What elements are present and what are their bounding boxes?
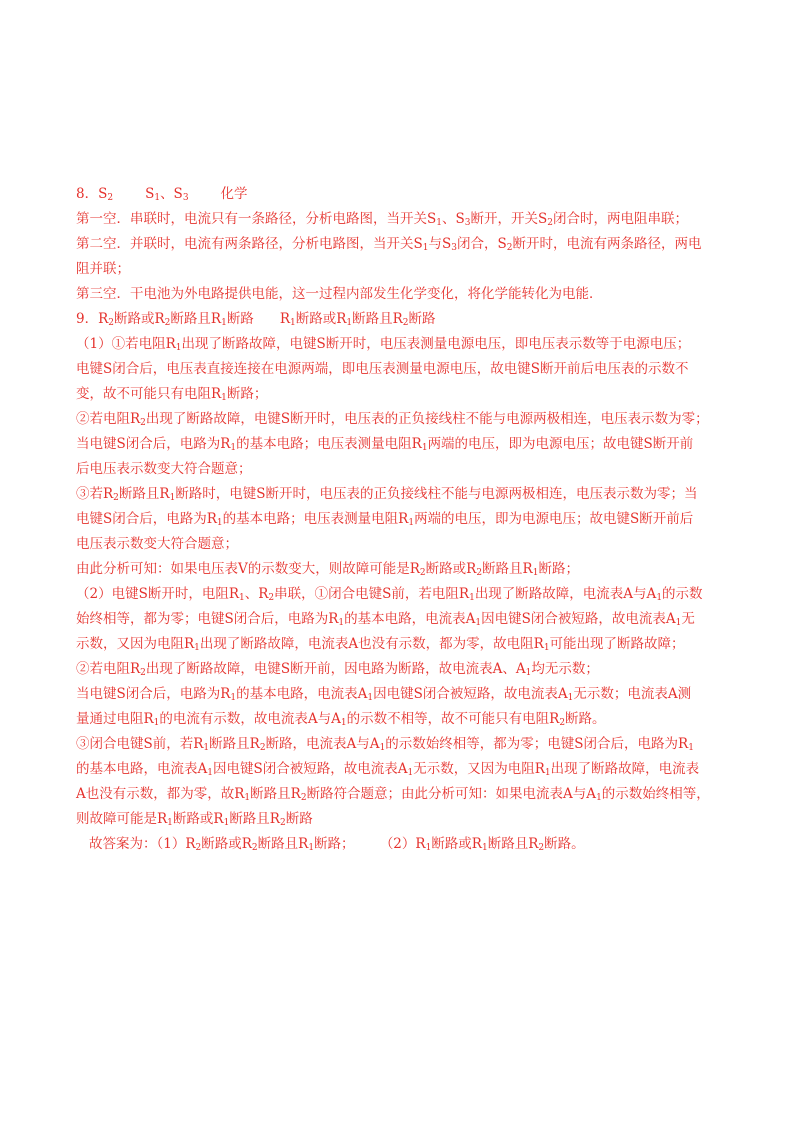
q9-line-11: （2）电键S断开时，电阻$R_1$、$R_2$串联，①闭合电键S前，若电阻$R_1$出现了断路故障，电流表A与$A_1$的示数 (76, 586, 703, 603)
q9-line-2: 电键S闭合后，电压表直接连接在电源两端，即电压表测量电源电压，故电键S断开前后电压表的示数不 (76, 361, 689, 377)
q9-line-12: 始终相等，都为零；电键S闭合后，电路为$R_1$的基本电路，电流表$A_1$因电键S闭合被短路，故电流表$A_1$无 (76, 611, 695, 628)
q9-line-16: 量通过电阻$R_1$的电流有示数，故电流表A与$A_1$的示数不相等，故不可能只有电阻$R_2$断路。 (76, 711, 606, 728)
q9-line-10: 由此分析可知：如果电压表V的示数变大，则故障可能是$R_2$断路或$R_2$断路且$R_1$断路； (76, 561, 579, 578)
q8-line-2: 第二空．并联时，电流有两条路径，分析电路图，当开关$S_1$与$S_3$闭合，$S_2$断开时，电流有两条路径，两电 (76, 236, 702, 253)
q9-line-6: 后电压表示数变大符合题意； (76, 461, 252, 477)
q9-line-19: A也没有示数，都为零，故$R_1$断路且$R_2$断路符合题意；由此分析可知：如果电流表A与$A_1$的示数始终相等， (76, 786, 710, 803)
q9-line-15: 当电键S闭合后，电路为$R_1$的基本电路，电流表$A_1$因电键S闭合被短路，故电流表$A_1$无示数；电流表A测 (76, 686, 692, 703)
q9-line-3: 变，故不可能只有电阻$R_1$断路； (76, 386, 268, 403)
q9-line-18: 的基本电路，电流表$A_1$因电键S闭合被短路，故电流表$A_1$无示数，又因为电阻$R_1$出现了断路故障，电流表 (76, 761, 700, 778)
q9-header: 9．$R_2$断路或$R_2$断路且$R_1$断路 $R_1$断路或$R_1$断路且$R_2$断路 (76, 311, 436, 328)
q9-line-5: 当电键S闭合后，电路为$R_1$的基本电路；电压表测量电阻$R_1$两端的电压，即为电源电压；故电键S断开前 (76, 436, 694, 453)
q9-line-9: 电压表示数变大符合题意； (76, 536, 238, 552)
q9-line-14: ②若电阻$R_2$出现了断路故障，电键S断开前，因电路为断路，故电流表A、$A_1$均无示数； (76, 661, 599, 678)
q8-header: 8．$S_2$ $S_1$、$S_3$ 化学 (76, 186, 248, 203)
q9-line-1: （1）①若电阻$R_1$出现了断路故障，电键S断开时，电压表测量电源电压，即电压表示数等于电源电压； (76, 336, 691, 353)
q8-line-3: 阻并联； (76, 261, 130, 277)
answer-content (76, 182, 726, 857)
q9-line-20: 则故障可能是$R_1$断路或$R_1$断路且$R_2$断路 (76, 811, 313, 828)
q8-line-4: 第三空．干电池为外电路提供电能，这一过程内部发生化学变化，将化学能转化为电能． (76, 286, 603, 302)
q9-line-13: 示数，又因为电阻$R_1$出现了断路故障，电流表A也没有示数，都为零，故电阻$R_1$可能出现了断路故障； (76, 636, 685, 653)
q9-line-7: ③若$R_2$断路且$R_1$断路时，电键S断开时，电压表的正负接线柱不能与电源两极相连，电压表示数为零；当 (76, 486, 698, 503)
q9-line-4: ②若电阻$R_2$出现了断路故障，电键S断开时，电压表的正负接线柱不能与电源两极相连，电压表示数为零； (76, 411, 709, 428)
q9-line-17: ③闭合电键S前，若$R_1$断路且$R_2$断路，电流表A与$A_1$的示数始终相等，都为零；电键S闭合后，电路为$R_1$ (76, 736, 694, 753)
q9-line-8: 电键S闭合后，电路为$R_1$的基本电路；电压表测量电阻$R_1$两端的电压，即为电源电压；故电键S断开前后 (76, 511, 694, 528)
q8-line-1: 第一空．串联时，电流只有一条路径，分析电路图，当开关$S_1$、$S_3$断开，开关$S_2$闭合时，两电阻串联； (76, 211, 688, 228)
final-answer: 故答案为：$(1)R_2$断路或$R_2$断路且$R_1$断路； $(2)R_1$断路或$R_1$断路且$R_2$断路。 (89, 836, 585, 853)
